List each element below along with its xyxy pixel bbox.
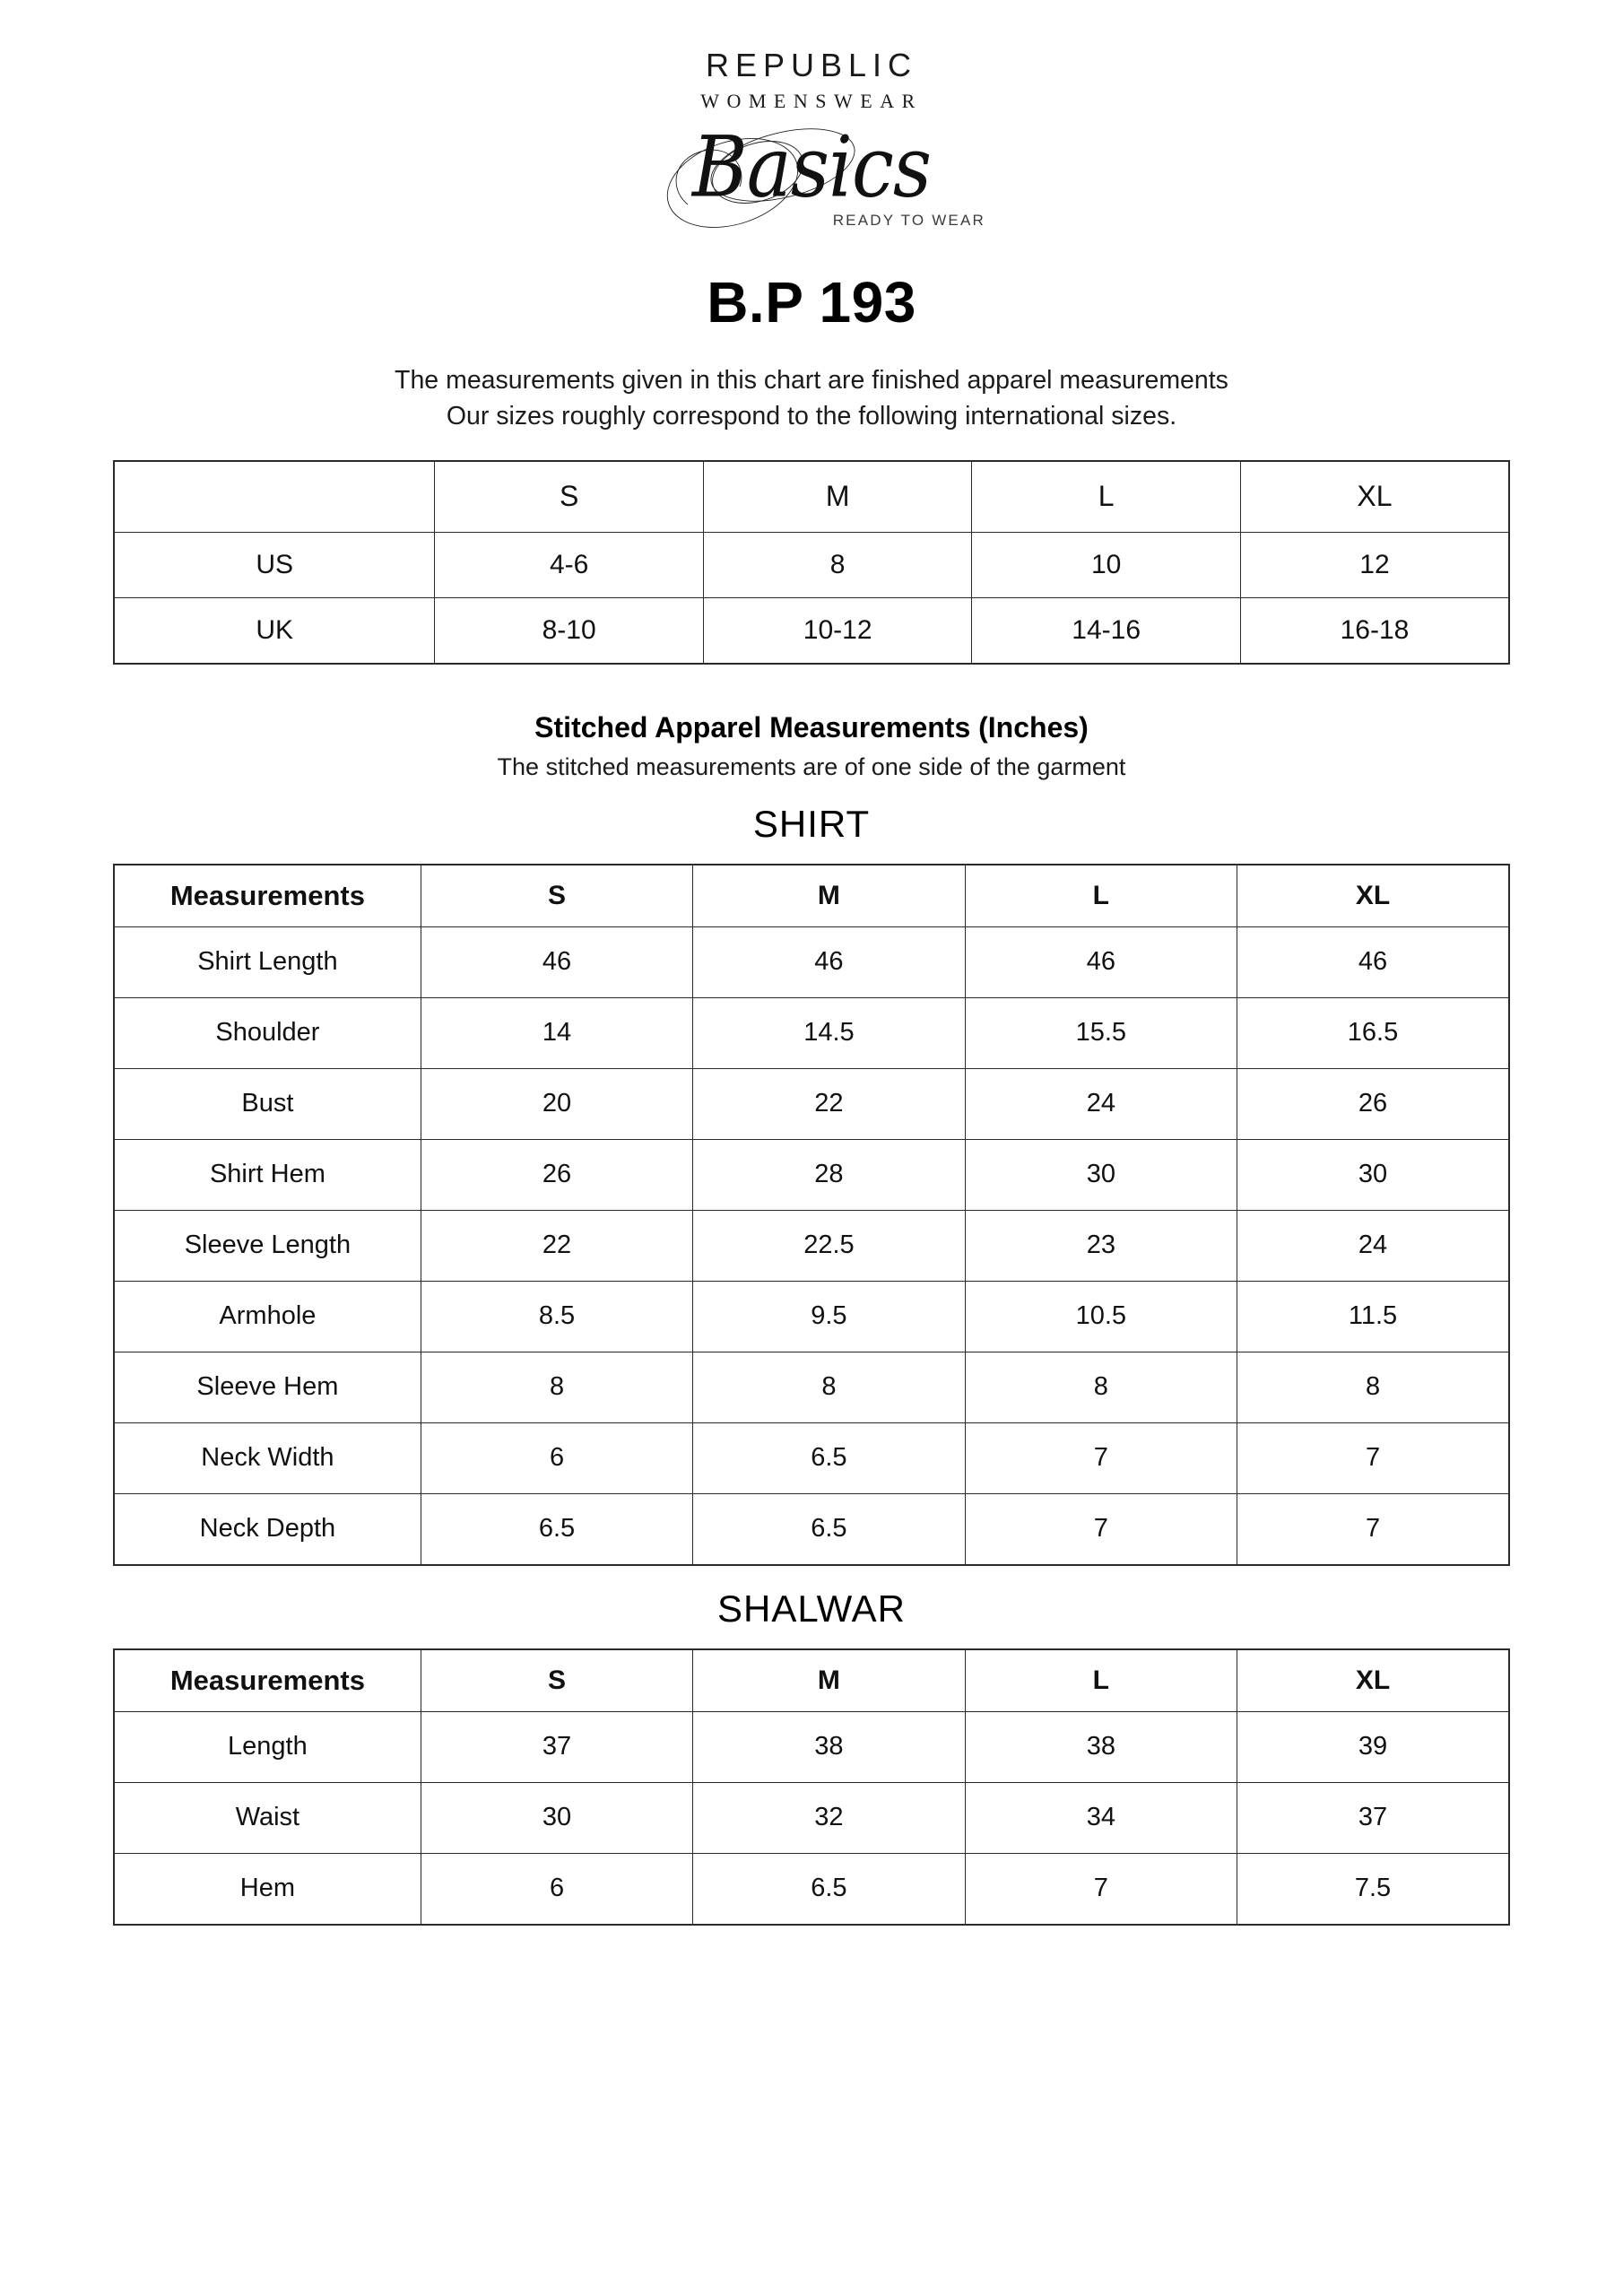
cell-value: 26 [421,1139,692,1210]
cell-value: 7.5 [1237,1853,1509,1925]
row-label: Length [114,1711,421,1782]
cell-value: 8 [1237,1352,1509,1422]
intl-header-s: S [435,461,704,533]
cell-value: 10.5 [965,1281,1237,1352]
table-row [114,1853,1509,1925]
cell-value: 46 [421,926,692,997]
row-label: Sleeve Hem [114,1352,421,1422]
international-sizes-table-wrap [113,460,1510,665]
cell-value: 32 [693,1782,965,1853]
table-row [114,997,1509,1068]
row-label: Neck Width [114,1422,421,1493]
table-header-row [114,461,1509,533]
cell-value: 6.5 [693,1493,965,1565]
cell-value: 22 [421,1210,692,1281]
intl-header-l: L [972,461,1241,533]
basics-script-logo [632,118,991,244]
row-label: US [114,532,435,597]
row-label: Armhole [114,1281,421,1352]
cell-value: 10 [972,532,1241,597]
cell-value: 7 [1237,1493,1509,1565]
intl-header-m: M [703,461,972,533]
shirt-header-measurements: Measurements [114,865,421,927]
shalwar-section-title: SHALWAR [716,1587,907,1630]
table-row [114,1422,1509,1493]
cell-value: 24 [1237,1210,1509,1281]
intro-text [0,362,1623,435]
cell-value: 14 [421,997,692,1068]
shirt-header-m: M [693,865,965,927]
cell-value: 8.5 [421,1281,692,1352]
cell-value: 38 [965,1711,1237,1782]
cell-value: 6.5 [693,1853,965,1925]
cell-value: 4-6 [435,532,704,597]
cell-value: 30 [421,1782,692,1853]
script-logo-text: Basics [692,117,931,216]
cell-value: 15.5 [965,997,1237,1068]
cell-value: 16-18 [1240,597,1509,664]
table-row [114,597,1509,664]
cell-value: 22.5 [693,1210,965,1281]
cell-value: 38 [693,1711,965,1782]
cell-value: 6 [421,1853,692,1925]
cell-value: 8 [703,532,972,597]
shirt-header-l: L [965,865,1237,927]
brand-tagline: READY TO WEAR [832,211,985,229]
cell-value: 11.5 [1237,1281,1509,1352]
cell-value: 8 [693,1352,965,1422]
table-row [114,1711,1509,1782]
cell-value: 6.5 [421,1493,692,1565]
cell-value: 46 [693,926,965,997]
row-label: Waist [114,1782,421,1853]
shalwar-header-s: S [421,1649,692,1712]
cell-value: 26 [1237,1068,1509,1139]
cell-value: 37 [421,1711,692,1782]
shalwar-header-l: L [965,1649,1237,1712]
cell-value: 37 [1237,1782,1509,1853]
table-header-row [114,1649,1509,1712]
cell-value: 7 [965,1853,1237,1925]
row-label: Sleeve Length [114,1210,421,1281]
row-label: Shirt Hem [114,1139,421,1210]
cell-value: 8 [965,1352,1237,1422]
cell-value: 10-12 [703,597,972,664]
cell-value: 24 [965,1068,1237,1139]
international-sizes-table [113,460,1510,665]
intl-header-xl: XL [1240,461,1509,533]
cell-value: 39 [1237,1711,1509,1782]
cell-value: 46 [965,926,1237,997]
cell-value: 30 [965,1139,1237,1210]
cell-value: 6 [421,1422,692,1493]
table-row [114,1782,1509,1853]
intro-line-1: The measurements given in this chart are finished apparel measurements [395,365,1228,395]
cell-value: 16.5 [1237,997,1509,1068]
shalwar-header-xl: XL [1237,1649,1509,1712]
table-row [114,926,1509,997]
cell-value: 8 [421,1352,692,1422]
cell-value: 46 [1237,926,1509,997]
cell-value: 20 [421,1068,692,1139]
table-row [114,1281,1509,1352]
shirt-header-s: S [421,865,692,927]
row-label: UK [114,597,435,664]
table-row [114,1068,1509,1139]
shalwar-table-wrap [113,1648,1510,1926]
brand-header [0,0,1623,244]
shirt-header-xl: XL [1237,865,1509,927]
table-row [114,532,1509,597]
table-row [114,1139,1509,1210]
shirt-table-wrap [113,864,1510,1566]
cell-value: 12 [1240,532,1509,597]
cell-value: 7 [965,1422,1237,1493]
brand-name: REPUBLIC [705,47,918,83]
row-label: Hem [114,1853,421,1925]
page-title: B.P 193 [707,269,916,335]
cell-value: 23 [965,1210,1237,1281]
cell-value: 7 [1237,1422,1509,1493]
cell-value: 14-16 [972,597,1241,664]
cell-value: 8-10 [435,597,704,664]
cell-value: 6.5 [693,1422,965,1493]
row-label: Neck Depth [114,1493,421,1565]
cell-value: 30 [1237,1139,1509,1210]
table-header-row [114,865,1509,927]
stitched-heading: Stitched Apparel Measurements (Inches) [534,710,1089,744]
table-row [114,1493,1509,1565]
cell-value: 34 [965,1782,1237,1853]
intro-line-2: Our sizes roughly correspond to the following international sizes. [446,402,1177,431]
shalwar-measurements-table [113,1648,1510,1926]
cell-value: 7 [965,1493,1237,1565]
shalwar-header-measurements: Measurements [114,1649,421,1712]
shirt-measurements-table [113,864,1510,1566]
brand-subtitle: WOMENSWEAR [700,89,923,112]
shirt-section-title: SHIRT [752,802,871,845]
cell-value: 9.5 [693,1281,965,1352]
table-row [114,1352,1509,1422]
cell-value: 22 [693,1068,965,1139]
row-label: Shirt Length [114,926,421,997]
row-label: Bust [114,1068,421,1139]
stitched-subheading: The stitched measurements are of one side of the garment [497,752,1126,780]
table-row [114,1210,1509,1281]
intl-header-blank [114,461,435,533]
shalwar-header-m: M [693,1649,965,1712]
row-label: Shoulder [114,997,421,1068]
cell-value: 28 [693,1139,965,1210]
cell-value: 14.5 [693,997,965,1068]
